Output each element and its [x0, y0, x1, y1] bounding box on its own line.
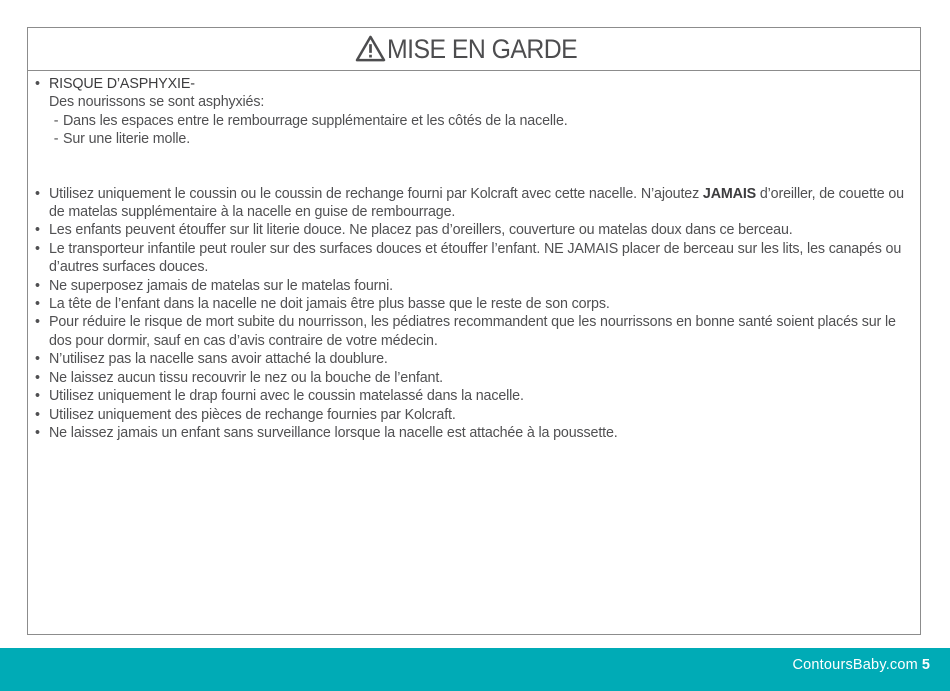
list-item: • Ne laissez jamais un enfant sans surveillance lorsque la nacelle est attachée à la poussette. — [35, 424, 908, 442]
emphasis-text: JAMAIS — [702, 185, 757, 202]
list-item: • N’utilisez pas la nacelle sans avoir attaché la doublure. — [35, 350, 908, 368]
list-item-text: N’utilisez pas la nacelle sans avoir attaché la doublure. — [49, 351, 388, 368]
list-item: • Les enfants peuvent étouffer sur lit literie douce. Ne placez pas d’oreillers, couverture ou matelas doux dans ce berceau. — [35, 221, 908, 239]
list-item-text: Ne laissez aucun tissu recouvrir le nez ou la bouche de l’enfant. — [49, 369, 443, 386]
list-item-text: Pour réduire le risque de mort subite du nourrisson, les pédiatres recommandent que les nourrissons en bonne santé soient placés sur le dos pour dormir, sauf en cas d’avis contraire de votre médecin. — [49, 314, 896, 349]
asphyxia-intro: Des nourissons se sont asphyxiés: — [49, 94, 265, 111]
list-item-text: Utilisez uniquement le drap fourni avec le coussin matelassé dans la nacelle. — [49, 388, 524, 405]
warning-box — [27, 27, 921, 635]
list-item-text: Le transporteur infantile peut rouler sur des surfaces douces et étouffer l’enfant. NE JAMAIS placer de berceau sur les lits, les canapés ou d’autres surfaces douces. — [49, 240, 902, 276]
warning-header — [28, 28, 920, 71]
list-item-text: Utilisez uniquement des pièces de rechange fournies par Kolcraft. — [49, 406, 456, 423]
list-item: • Utilisez uniquement des pièces de rechange fournies par Kolcraft. — [35, 406, 908, 424]
list-item: • Pour réduire le risque de mort subite du nourrisson, les pédiatres recommandent que les nourrissons en bonne santé soient placés sur le dos pour dormir, sauf en cas d’avis contraire de votre médecin. — [35, 313, 908, 350]
list-item: • La tête de l’enfant dans la nacelle ne doit jamais être plus basse que le reste de son corps. — [35, 295, 908, 313]
warning-triangle-icon — [355, 35, 386, 62]
list-item-text: Les enfants peuvent étouffer sur lit literie douce. Ne placez pas d’oreillers, couverture ou matelas doux dans ce berceau. — [49, 222, 793, 239]
bullet-dot: • — [35, 76, 40, 92]
footer-site-link[interactable]: ContoursBaby.com — [792, 657, 918, 673]
list-item: • Utilisez uniquement le drap fourni avec le coussin matelassé dans la nacelle. — [35, 387, 908, 405]
asphyxia-heading: RISQUE D’ASPHYXIE- — [49, 76, 195, 92]
warning-title: MISE EN GARDE — [386, 33, 577, 64]
asphyxia-dash-text: Dans les espaces entre le rembourrage supplémentaire et les côtés de la nacelle. — [63, 112, 568, 129]
page-number: 5 — [921, 657, 930, 673]
warning-content — [28, 71, 920, 442]
list-item: • Le transporteur infantile peut rouler sur des surfaces douces et étouffer l’enfant. NE JAMAIS placer de berceau sur les lits, les canapés ou d’autres surfaces douces. — [35, 240, 908, 277]
list-item-text: Ne superposez jamais de matelas sur le matelas fourni. — [49, 277, 393, 294]
list-item-text: Utilisez uniquement le coussin ou le coussin de rechange fourni par Kolcraft avec cette nacelle. N’ajoutez JAMAIS d’oreiller, de couette ou de matelas supplémentaire à la nacelle en guise de rembourrage. — [49, 185, 904, 221]
list-item: • Ne laissez aucun tissu recouvrir le nez ou la bouche de l’enfant. — [35, 369, 908, 387]
list-item-asphyxia — [35, 75, 908, 93]
footer-bar — [0, 648, 950, 691]
list-item-text: Ne laissez jamais un enfant sans surveillance lorsque la nacelle est attachée à la poussette. — [49, 424, 618, 441]
footer-text — [792, 657, 930, 673]
asphyxia-dash-item: - Sur une literie molle. — [53, 131, 191, 148]
asphyxia-dash-item: - Dans les espaces entre le rembourrage supplémentaire et les côtés de la nacelle. — [53, 112, 568, 129]
asphyxia-dash-text: Sur une literie molle. — [63, 131, 191, 148]
list-item: • Ne superposez jamais de matelas sur le matelas fourni. — [35, 277, 908, 295]
list-item: • Utilisez uniquement le coussin ou le coussin de rechange fourni par Kolcraft avec cette nacelle. N’ajoutez JAMAIS d’oreiller, de couette ou de matelas supplémentaire à la nacelle en guise de rembourrage. — [35, 185, 908, 222]
list-item-text: La tête de l’enfant dans la nacelle ne doit jamais être plus basse que le reste de son corps. — [49, 296, 610, 313]
